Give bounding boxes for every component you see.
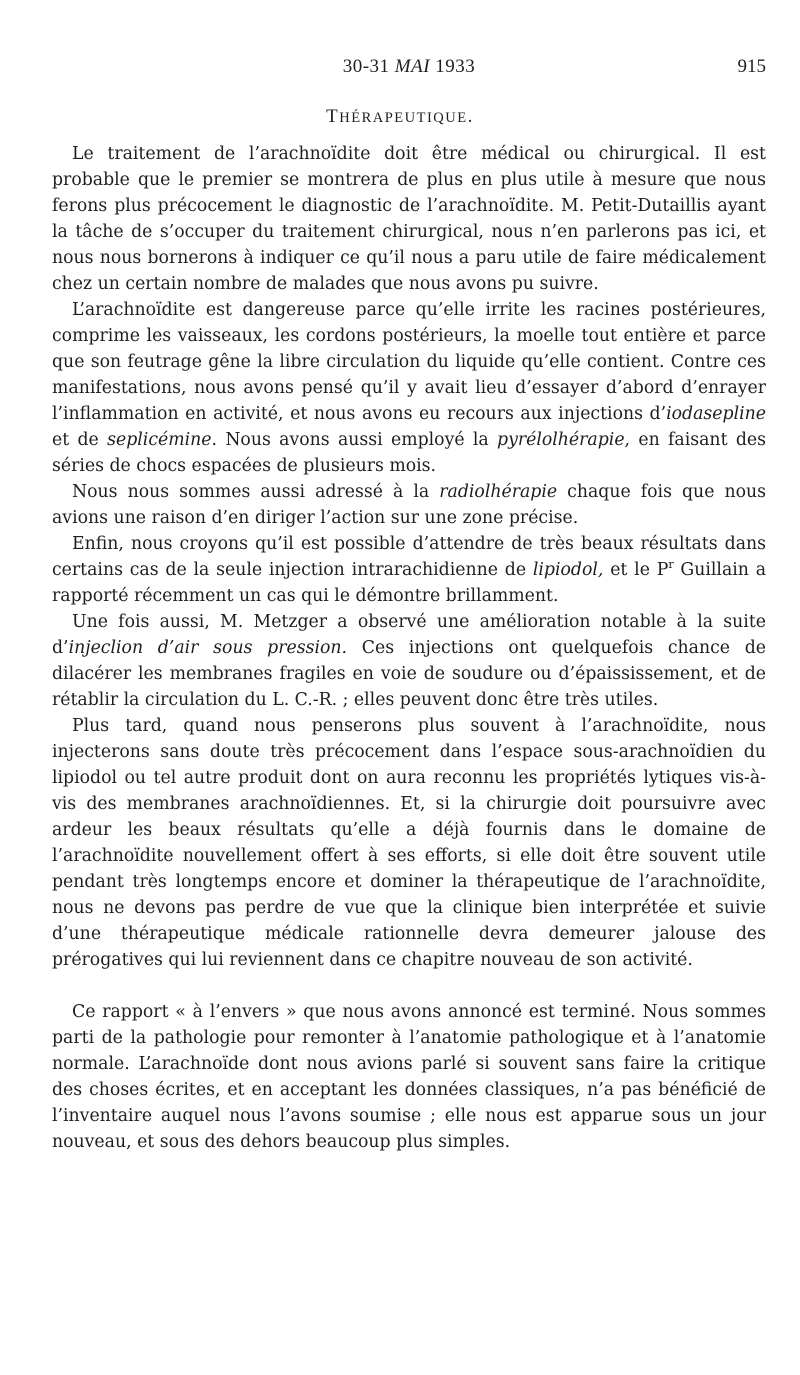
section-title: THÉRAPEUTIQUE. bbox=[326, 106, 474, 127]
paragraph-5: Une fois aussi, M. Metzger a observé une amélioration notable à la suite d’injeclion d’air sous pression. Ces injections ont quelquefois chance de dilacérer les membranes fragiles en voie de soudure ou d’épaississement, et de rétablir la circulation du L. C.-R. ; elles peuvent donc être très utiles. bbox=[52, 612, 766, 710]
header-month: MAI bbox=[394, 56, 431, 77]
paragraph-conclusion: Ce rapport « à l’envers » que nous avons annoncé est terminé. Nous sommes parti de la pathologie pour remonter à l’anatomie pathologique et à l’anatomie normale. L’arachnoïde dont nous avions parlé si souvent sans faire la critique des choses écrites, et en acceptant les données classiques, n’a pas bénéficié de l’inventaire auquel nous l’avons soumise ; elle nous est apparue sous un jour nouveau, et sous des dehors beaucoup plus simples. bbox=[52, 1002, 766, 1152]
paragraph-4: Enfin, nous croyons qu’il est possible d’attendre de très beaux résultats dans certains cas de la seule injection intrarachidienne de lipiodol, et le $P^r$ Guillain a rapporté récemment un cas qui le démontre brillamment. bbox=[52, 534, 766, 606]
paragraph-1: Le traitement de l’arachnoïdite doit être médical ou chirurgical. Il est probable que le premier se montrera de plus en plus utile à mesure que nous ferons plus précocement le diagnostic de l’arachnoïdite. M. Petit-Dutaillis ayant la tâche de s’occuper du traitement chirurgical, nous n’en parlerons pas ici, et nous nous bornerons à indiquer ce qu’il nous a paru utile de faire médicalement chez un certain nombre de malades que nous avons pu suivre. bbox=[52, 144, 766, 294]
paragraph-2: L’arachnoïdite est dangereuse parce qu’elle irrite les racines postérieures, comprime les vaisseaux, les cordons postérieurs, la moelle tout entière et parce que son feutrage gêne la libre circulation du liquide qu’elle contient. Contre ces manifestations, nous avons pensé qu’il y avait lieu d’essayer d’abord d’enrayer l’inflammation en activité, et nous avons eu recours aux injections d’iodasepline et de seplicémine. Nous avons aussi employé la pyrélolhérapie, en faisant des séries de chocs espacées de plusieurs mois. bbox=[52, 300, 766, 476]
page-number: 915 bbox=[737, 56, 766, 77]
body-text bbox=[52, 141, 766, 1155]
running-header bbox=[52, 56, 766, 86]
paragraph-6: Plus tard, quand nous penserons plus souvent à l’arachnoïdite, nous injecterons sans doute très précocement dans l’espace sous-arachnoïdien du lipiodol ou tel autre produit dont on aura reconnu les propriétés lytiques vis-à-vis des membranes arachnoïdiennes. Et, si la chirurgie doit poursuivre avec ardeur les beaux résultats qu’elle a déjà fournis dans le domaine de l’arachnoïdite nouvellement offert à ses efforts, si elle doit être souvent utile pendant très longtemps encore et dominer la thérapeutique de l’arachnoïdite, nous ne devons pas perdre de vue que la clinique bien interprétée et suivie d’une thérapeutique médicale rationnelle devra demeurer jalouse des prérogatives qui lui reviennent dans ce chapitre nouveau de son activité. bbox=[52, 716, 766, 970]
header-date: 30-31 MAI 1933 bbox=[342, 56, 476, 77]
paragraph-3: Nous nous sommes aussi adressé à la radiolhérapie chaque fois que nous avions une raison d’en diriger l’action sur une zone précise. bbox=[52, 482, 767, 528]
